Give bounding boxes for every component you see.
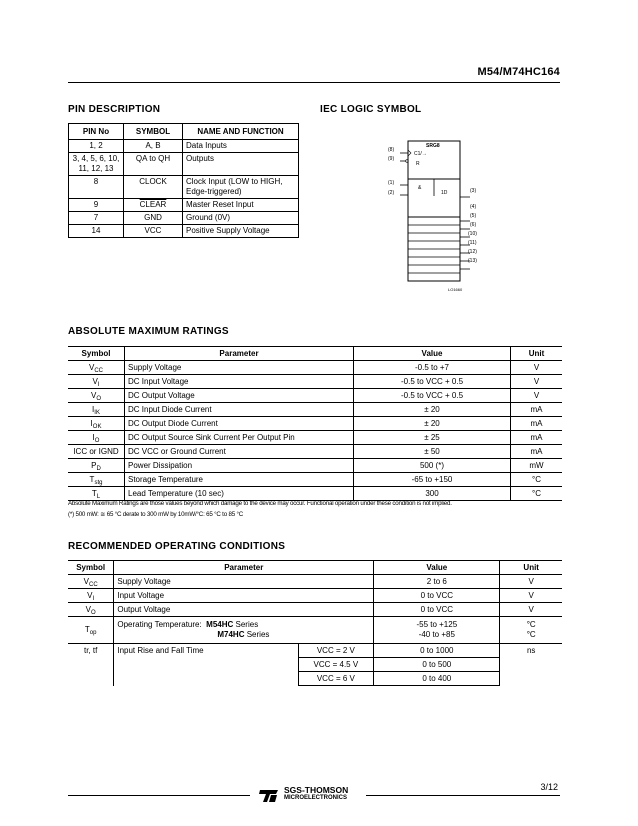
unit-cell: mA bbox=[511, 417, 563, 431]
table-row bbox=[68, 445, 562, 459]
output-pin-label: (11) bbox=[468, 240, 477, 246]
name-cell: Master Reset Input bbox=[183, 199, 299, 212]
value-cell: 0 to 500 bbox=[374, 658, 500, 672]
input-pin-label: (2) bbox=[388, 190, 395, 196]
brand-subtitle: MICROELECTRONICS bbox=[284, 795, 347, 801]
pin-description-title: PIN DESCRIPTION bbox=[68, 104, 161, 115]
power-note: (*) 500 mW: ≅ 65 °C derate to 300 mW by 10mW/°C: 65 °C to 85 °C bbox=[68, 511, 243, 518]
ratings-note: Absolute Maximum Ratings are those values beyond which damage to the device may occur. Functional operation under these condition is not implied. bbox=[68, 500, 452, 507]
column-header: Symbol bbox=[68, 561, 114, 575]
iec-logic-symbol-diagram bbox=[380, 138, 490, 296]
table-row bbox=[68, 617, 562, 644]
c1-label: C1/→ bbox=[414, 151, 427, 157]
srg-label: SRG8 bbox=[426, 143, 440, 149]
table-row bbox=[68, 417, 562, 431]
footer-rule-right bbox=[366, 795, 560, 796]
diagram-code: LO1660 bbox=[448, 287, 463, 292]
table-row bbox=[68, 644, 562, 658]
symbol-cell: $V_{CC}$ bbox=[68, 361, 125, 375]
value-cell: -0.5 to +7 bbox=[354, 361, 511, 375]
parameter-cell: Power Dissipation bbox=[125, 459, 354, 473]
value-cell: ± 20 bbox=[354, 417, 511, 431]
value-cell: -0.5 to VCC + 0.5 bbox=[354, 389, 511, 403]
parameter-cell: DC Output Source Sink Current Per Output Pin bbox=[125, 431, 354, 445]
value-cell: 0 to 400 bbox=[374, 672, 500, 686]
table-header-row bbox=[68, 561, 562, 575]
table-row bbox=[68, 473, 562, 487]
table-row bbox=[68, 375, 562, 389]
column-header: PIN No bbox=[69, 124, 124, 140]
r-label: R bbox=[416, 161, 420, 167]
table-row bbox=[69, 176, 299, 199]
value-cell: 0 to VCC bbox=[374, 589, 500, 603]
symbol-cell: QA to QH bbox=[124, 153, 183, 176]
column-header: Unit bbox=[500, 561, 562, 575]
parameter-cell: DC Input Diode Current bbox=[125, 403, 354, 417]
page-number: 3/12 bbox=[540, 782, 558, 792]
output-pin-label: (4) bbox=[470, 204, 477, 210]
column-header: Unit bbox=[511, 347, 563, 361]
brand-name: SGS-THOMSON bbox=[284, 785, 349, 795]
absolute-maximum-ratings-title: ABSOLUTE MAXIMUM RATINGS bbox=[68, 326, 229, 337]
unit-cell: mA bbox=[511, 431, 563, 445]
symbol-cell: $V_{CC}$ bbox=[68, 575, 114, 589]
unit-cell: mA bbox=[511, 403, 563, 417]
parameter-cell: DC VCC or Ground Current bbox=[125, 445, 354, 459]
column-header: Value bbox=[354, 347, 511, 361]
name-cell: Positive Supply Voltage bbox=[183, 225, 299, 238]
output-pin-label: (12) bbox=[468, 249, 477, 255]
d-label: 1D bbox=[441, 190, 448, 196]
symbol-cell: CLOCK bbox=[124, 176, 183, 199]
unit-cell: °C °C bbox=[500, 617, 562, 644]
table-row bbox=[68, 459, 562, 473]
value-cell: ± 50 bbox=[354, 445, 511, 459]
column-header: Parameter bbox=[114, 561, 374, 575]
unit-cell: V bbox=[511, 361, 563, 375]
symbol-cell bbox=[124, 199, 183, 212]
pin-cell: 9 bbox=[69, 199, 124, 212]
op-temp-line-1: Operating Temperature: M54HC Series bbox=[117, 620, 259, 629]
table-header-row bbox=[68, 347, 562, 361]
name-cell: Data Inputs bbox=[183, 140, 299, 153]
symbol-cell: $I_{IK}$ bbox=[68, 403, 125, 417]
output-pin-label: (13) bbox=[468, 258, 477, 264]
input-pin-label: (9) bbox=[388, 156, 395, 162]
clear-symbol: CLEAR bbox=[139, 200, 167, 209]
symbol-cell: $V_O$ bbox=[68, 603, 114, 617]
column-header: SYMBOL bbox=[124, 124, 183, 140]
symbol-cell: $V_I$ bbox=[68, 375, 125, 389]
value-cell: ± 25 bbox=[354, 431, 511, 445]
symbol-cell: ICC or IGND bbox=[68, 445, 125, 459]
value-cell: 300 bbox=[354, 487, 511, 501]
symbol-cell: $T_{stg}$ bbox=[68, 473, 125, 487]
unit-cell: V bbox=[511, 375, 563, 389]
condition-cell: VCC = 2 V bbox=[298, 644, 374, 658]
absolute-maximum-ratings-table bbox=[68, 346, 562, 501]
output-pin-label: (5) bbox=[470, 213, 477, 219]
document-title: M54/M74HC164 bbox=[477, 66, 560, 78]
table-row bbox=[68, 389, 562, 403]
parameter-cell: Supply Voltage bbox=[125, 361, 354, 375]
header-rule bbox=[68, 82, 560, 83]
table-row bbox=[69, 212, 299, 225]
table-row bbox=[68, 603, 562, 617]
table-row bbox=[69, 225, 299, 238]
unit-cell: V bbox=[500, 575, 562, 589]
table-row bbox=[69, 199, 299, 212]
unit-cell: mW bbox=[511, 459, 563, 473]
input-pin-label: (8) bbox=[388, 147, 395, 153]
pin-description-table bbox=[68, 123, 299, 238]
input-pin-label: (1) bbox=[388, 180, 395, 186]
value-cell: -65 to +150 bbox=[354, 473, 511, 487]
value-cell: 500 (*) bbox=[354, 459, 511, 473]
unit-cell: °C bbox=[511, 473, 563, 487]
value-cell: 0 to 1000 bbox=[374, 644, 500, 658]
output-pin-label: (10) bbox=[468, 231, 477, 237]
symbol-cell: A, B bbox=[124, 140, 183, 153]
value-cell: 0 to VCC bbox=[374, 603, 500, 617]
name-cell: Ground (0V) bbox=[183, 212, 299, 225]
recommended-operating-conditions-table bbox=[68, 560, 562, 686]
iec-logic-symbol-title: IEC LOGIC SYMBOL bbox=[320, 104, 422, 115]
parameter-cell: Input Voltage bbox=[114, 589, 374, 603]
unit-cell: V bbox=[500, 589, 562, 603]
st-logo-icon bbox=[258, 786, 280, 804]
parameter-cell: Output Voltage bbox=[114, 603, 374, 617]
table-row bbox=[68, 487, 562, 501]
value-cell: 2 to 6 bbox=[374, 575, 500, 589]
symbol-cell: $I_O$ bbox=[68, 431, 125, 445]
parameter-cell: Lead Temperature (10 sec) bbox=[125, 487, 354, 501]
name-cell: Clock Input (LOW to HIGH, Edge-triggered) bbox=[183, 176, 299, 199]
condition-cell: VCC = 4.5 V bbox=[298, 658, 374, 672]
output-pin-label: (3) bbox=[470, 188, 477, 194]
table-row bbox=[68, 589, 562, 603]
value-cell: -0.5 to VCC + 0.5 bbox=[354, 375, 511, 389]
parameter-cell: DC Input Voltage bbox=[125, 375, 354, 389]
symbol-cell: $V_I$ bbox=[68, 589, 114, 603]
symbol-cell: GND bbox=[124, 212, 183, 225]
symbol-cell: $V_O$ bbox=[68, 389, 125, 403]
condition-cell: VCC = 6 V bbox=[298, 672, 374, 686]
symbol-cell: $T_{op}$ bbox=[68, 617, 114, 644]
parameter-cell: Storage Temperature bbox=[125, 473, 354, 487]
pin-cell: 7 bbox=[69, 212, 124, 225]
recommended-operating-conditions-title: RECOMMENDED OPERATING CONDITIONS bbox=[68, 541, 286, 552]
table-row bbox=[68, 361, 562, 375]
unit-cell: V bbox=[500, 603, 562, 617]
column-header: Symbol bbox=[68, 347, 125, 361]
parameter-cell: Input Rise and Fall Time bbox=[114, 644, 298, 686]
table-row bbox=[69, 153, 299, 176]
column-header: Value bbox=[374, 561, 500, 575]
name-cell: Outputs bbox=[183, 153, 299, 176]
unit-cell: mA bbox=[511, 445, 563, 459]
parameter-cell: Supply Voltage bbox=[114, 575, 374, 589]
table-row bbox=[69, 140, 299, 153]
table-row bbox=[68, 575, 562, 589]
table-header-row bbox=[69, 124, 299, 140]
unit-cell: V bbox=[511, 389, 563, 403]
and-label: & bbox=[418, 185, 422, 191]
parameter-cell: DC Output Voltage bbox=[125, 389, 354, 403]
column-header: Parameter bbox=[125, 347, 354, 361]
symbol-cell: $T_L$ bbox=[68, 487, 125, 501]
parameter-cell bbox=[114, 617, 374, 644]
symbol-cell: tr, tf bbox=[68, 644, 114, 686]
parameter-cell: DC Output Diode Current bbox=[125, 417, 354, 431]
column-header: NAME AND FUNCTION bbox=[183, 124, 299, 140]
pin-cell: 8 bbox=[69, 176, 124, 199]
symbol-cell: $I_{OK}$ bbox=[68, 417, 125, 431]
st-logo bbox=[258, 784, 366, 806]
op-temp-line-2: M74HC Series bbox=[217, 630, 270, 639]
output-cells bbox=[408, 217, 460, 281]
footer-rule-left bbox=[68, 795, 250, 796]
output-pin-label: (6) bbox=[470, 222, 477, 228]
unit-cell: °C bbox=[511, 487, 563, 501]
table-row bbox=[68, 431, 562, 445]
symbol-cell: VCC bbox=[124, 225, 183, 238]
pin-cell: 14 bbox=[69, 225, 124, 238]
symbol-cell: $P_D$ bbox=[68, 459, 125, 473]
table-row bbox=[68, 403, 562, 417]
pin-cell: 3, 4, 5, 6, 10, 11, 12, 13 bbox=[69, 153, 124, 176]
value-cell: -55 to +125 -40 to +85 bbox=[374, 617, 500, 644]
pin-cell: 1, 2 bbox=[69, 140, 124, 153]
value-cell: ± 20 bbox=[354, 403, 511, 417]
unit-cell: ns bbox=[500, 644, 562, 686]
